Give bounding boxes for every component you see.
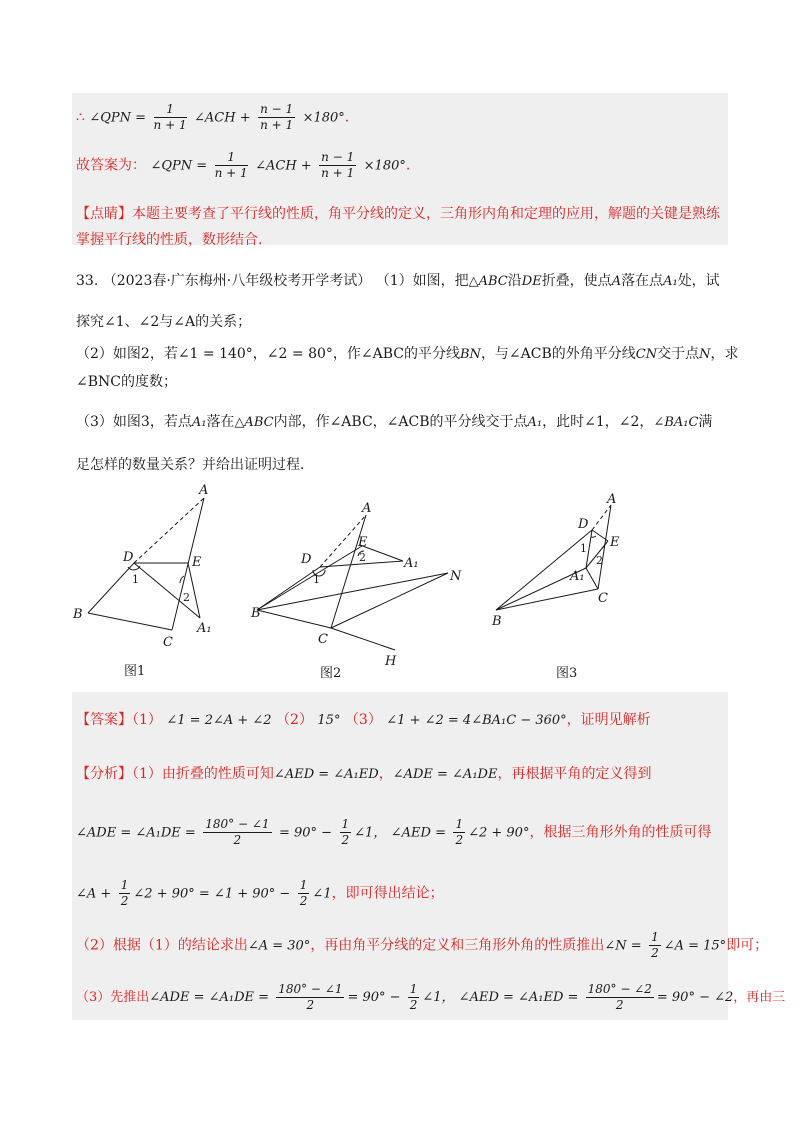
frac-den: n + 1 [153,118,187,132]
label-N: N [450,569,462,584]
math: ∠1， [422,990,455,1005]
eq-tail: ×180° [363,158,406,174]
math: ∠2 + 90° = ∠1 + 90° − [133,886,291,902]
point-label: 【点睛】 [76,206,132,222]
math: A₁ [527,415,543,430]
math: A [611,274,622,289]
point-comment-line2 [76,229,262,249]
math: ∠ADE = ∠A₁DE = [76,825,196,841]
frac-den: 2 [615,998,624,1012]
frac-num: 180° − ∠2 [587,982,652,996]
analysis-line1: 【分析】（1）由折叠的性质可知∠AED = ∠A₁ED，∠ADE = ∠A₁DE，再根据平角的定义得到 [76,766,652,782]
label-2: 2 [596,554,603,567]
math: N [699,347,711,362]
math: A₁ [663,274,678,289]
frac-num: 1 [455,817,464,831]
math: BN [460,347,481,362]
text: （2） [276,712,313,728]
fraction [215,150,248,181]
math: △ABC [468,274,508,289]
label-1: 1 [580,542,587,555]
point-text-1: 本题主要考查了平行线的性质，角平分线的定义，三角形内角和定理的应用，解题的关键是熟练 [132,206,720,222]
frac-num: 1 [120,878,129,892]
label-B: B [73,607,83,622]
math: ∠N = [604,938,642,954]
fraction [340,817,352,848]
label-1: 1 [132,573,139,586]
fraction [408,982,420,1013]
text: ，即可得出结论； [331,885,444,902]
frac-den: 2 [306,998,315,1012]
text: ，此时∠1，∠2， [542,414,654,430]
label-D: D [578,517,589,532]
frac-num: 180° − ∠1 [205,817,270,831]
text: （2）如图2，若∠1 = 140°，∠2 = 80°，作∠ABC的平分线 [76,346,460,362]
text: ，根据三角形外角的性质可得 [529,824,712,841]
fraction [319,150,356,181]
answer-3: ∠1 + ∠2 = 4∠BA₁C − 360° [386,713,567,728]
label-2: 2 [183,591,190,604]
text: 折叠，使点 [541,273,612,289]
fraction [276,982,344,1013]
eq-mid: ∠ACH + [255,158,312,174]
label-A: A [607,492,617,507]
label-E: E [358,535,368,550]
text: ，与∠ACB的外角平分线 [480,346,636,362]
frac-num: n − 1 [260,102,294,116]
fraction [258,102,295,133]
eq-lhs: ∠QPN = [89,110,147,126]
text: （3） [344,712,382,728]
math: ∠1 [312,886,332,902]
frac-den: n + 1 [260,118,294,132]
label-A1: A₁ [197,621,212,636]
label-A: A [199,483,209,498]
eq-tail: ×180° [302,110,345,126]
frac-den: 2 [233,833,242,847]
frac-den: 2 [409,998,418,1012]
label-E: E [192,555,202,570]
label-C: C [163,635,173,650]
text: （3）如图3，若点 [76,414,192,430]
text: （3）先推出 [76,990,150,1005]
answer-label: 【答案】 [76,712,132,728]
fraction [453,817,465,848]
frac-num: 1 [299,878,308,892]
question-part2 [76,343,738,363]
question-number: 33. [76,273,99,289]
math: ∠AED = ∠A₁ED [273,767,379,782]
frac-den: 2 [120,894,129,908]
text: 交于点 [657,346,700,362]
text: ，求 [710,346,739,362]
frac-den: 2 [651,946,659,960]
figures-diagram [0,480,800,690]
text: ，再由角平分线的定义和三角形外角的性质推出 [310,937,605,954]
analysis-line3 [76,878,444,909]
question-line1 [76,270,720,290]
frac-den: 2 [299,894,308,908]
eq-lhs: ∠QPN = [150,158,208,174]
math: ∠A = 30° [247,938,311,954]
text: （1） [132,712,162,728]
fraction [203,817,271,848]
text: （1）由折叠的性质可知 [132,766,274,782]
caption-fig1: 图1 [124,664,146,679]
therefore-symbol: ∴ [76,109,85,126]
text: ，证明见解析 [566,712,651,728]
fraction [154,102,187,133]
label-B: B [251,606,261,621]
label-D: D [301,552,312,567]
math: ∠A + [76,886,112,902]
answer-line [76,709,651,729]
analysis-line5 [76,982,785,1013]
text: 落在点 [621,273,664,289]
label-A1: A₁ [404,556,419,571]
question-part3 [76,411,712,431]
math: ∠ADE = ∠A₁DE [392,767,498,782]
question-source: （2023春·广东梅州·八年级校考开学考试） [102,273,372,289]
text: 落在 [206,414,235,430]
therefore-equation: ∴ ∠QPN = $\frac{1}{n + 1}$ ∠ACH + $\frac{n - 1}{n + 1}$ ×180°. [76,102,350,132]
question-part3-line2: 足怎样的数量关系？并给出证明过程. [76,457,305,473]
answer-equation: 故答案为： ∠QPN = $\frac{1}{n + 1}$ ∠ACH + $\frac{n - 1}{n + 1}$ ×180°. [76,150,411,180]
frac-den: n + 1 [214,166,248,180]
math: = 90° − [347,990,401,1005]
frac-den: 2 [341,833,350,847]
text: ，再根据平角的定义得到 [497,766,652,782]
label-B: B [492,614,502,629]
fraction [649,930,661,961]
answer-label: 故答案为： [76,157,146,174]
text: 沿 [507,273,522,289]
text: （2）根据（1）的结论求出 [76,937,248,954]
figure-1 [88,498,204,630]
point-text-2: 掌握平行线的性质，数形结合. [76,232,263,248]
math: CN [635,347,658,362]
text: （1）如图，把 [375,273,469,289]
fraction [119,878,131,909]
question-line2: 探究∠1、∠2与∠A的关系； [76,314,252,330]
math: = 90° − [278,825,333,841]
analysis-line4 [76,930,768,961]
caption-fig2: 图2 [320,666,342,681]
fraction [586,982,654,1013]
figure-2 [257,515,448,650]
math: ∠AED = [390,825,446,841]
math: ∠1， [354,825,387,841]
answer-2: 15° [317,713,341,728]
label-2: 2 [359,551,366,564]
label-1: 1 [313,573,320,586]
label-C: C [318,632,328,647]
question-part2-line2: ∠BNC的度数； [76,374,177,390]
label-E: E [610,535,620,550]
frac-den: 2 [455,833,464,847]
math: ∠BA₁C [653,415,699,430]
frac-num: 1 [651,930,659,944]
frac-den: n + 1 [321,166,355,180]
math: A₁ [191,415,207,430]
frac-num: 180° − ∠1 [278,982,343,996]
label-D: D [123,550,134,565]
frac-num: 1 [341,817,350,831]
text: 内部，作∠ABC，∠ACB的平分线交于点 [273,414,528,430]
math: ∠2 + 90° [468,825,530,841]
label-H: H [385,654,397,669]
fraction [298,878,310,909]
math: △ABC [234,415,274,430]
math: ∠AED = ∠A₁ED = [458,990,579,1005]
math: = 90° − ∠2 [656,990,734,1005]
frac-num: 1 [154,102,187,118]
frac-num: 1 [215,150,248,166]
math: ∠A = 15° [663,938,727,954]
math: ∠ADE = ∠A₁DE = [149,990,270,1005]
caption-fig3: 图3 [556,666,578,681]
text: 处，试 [677,273,720,289]
solution-block-bottom [72,692,728,1020]
answer-1: ∠1 = 2∠A + ∠2 [166,713,272,728]
point-comment-line1 [76,203,720,223]
text: 即可； [726,937,769,954]
label-A1: A₁ [570,569,585,584]
figure-3 [496,505,611,610]
math: DE [521,274,542,289]
eq-mid: ∠ACH + [194,110,251,126]
text: 满 [698,414,713,430]
analysis-label: 【分析】 [76,766,132,782]
label-A: A [362,501,372,516]
frac-num: 1 [409,982,418,996]
analysis-line2 [76,817,711,848]
label-C: C [598,591,608,606]
text: ，再由三 [733,990,786,1005]
frac-num: n − 1 [321,150,355,164]
